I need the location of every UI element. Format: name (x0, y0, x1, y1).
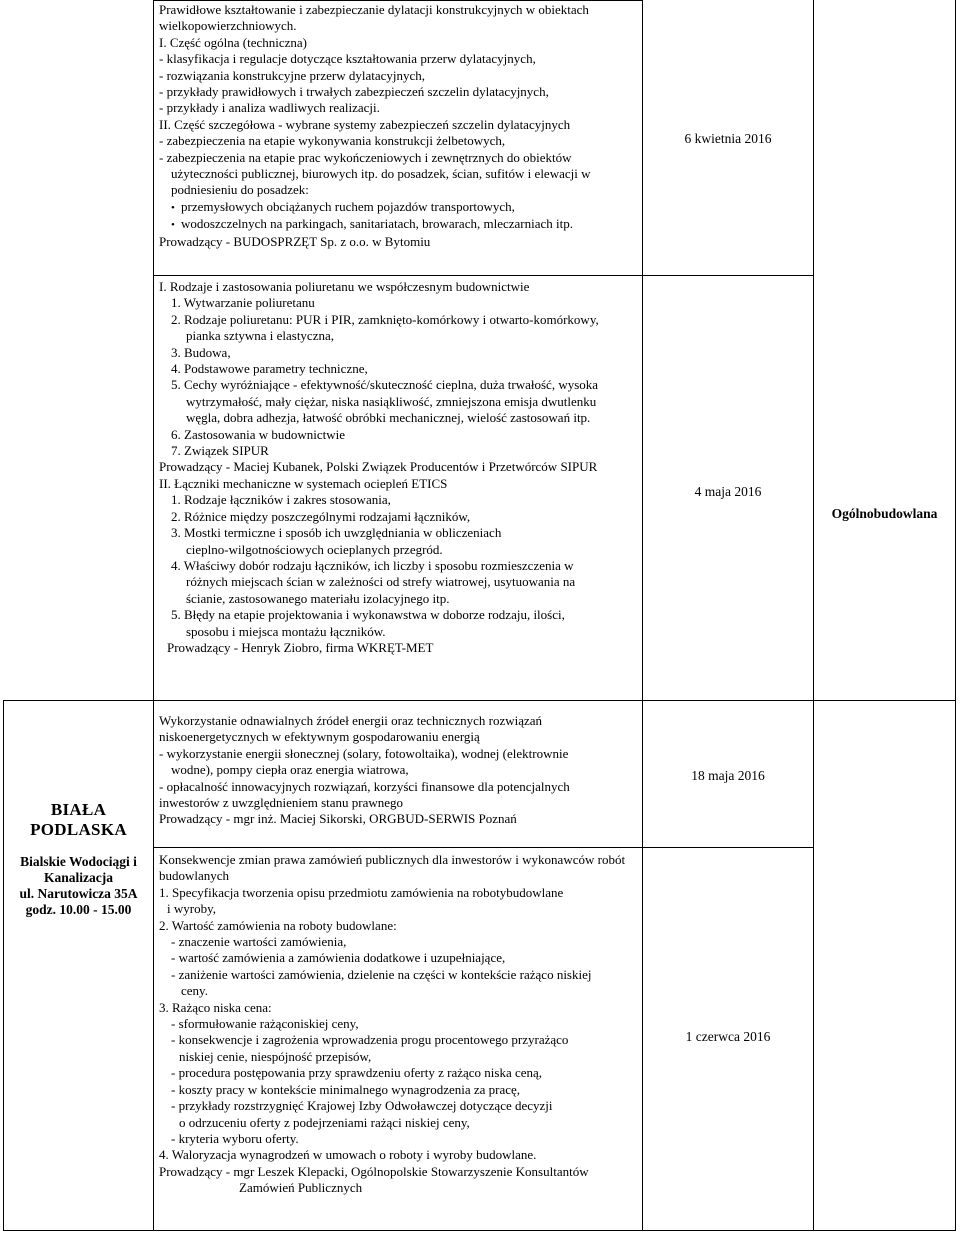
grid-line-right (955, 0, 956, 1230)
grid-line-col3 (813, 0, 814, 1230)
text-line: węgla, dobra adhezja, łatwość obróbki mechanicznej, wielość zastosowań itp. (186, 410, 591, 426)
grid-line-top (153, 0, 643, 1)
text-line: Zamówień Publicznych (239, 1180, 363, 1196)
text-line: niskiej cenie, niespójność przepisów, (179, 1048, 372, 1064)
session-description-1 (159, 2, 591, 250)
venue-hours: godz. 10.00 - 15.00 (25, 902, 132, 917)
text-line: - opłacalność innowacyjnych rozwiązań, korzyści finansowe dla potencjalnych (159, 778, 570, 794)
text-line: - zabezpieczenia na etapie wykonywania konstrukcji żelbetowych, (159, 133, 506, 149)
text-line: 2. Wartość zamówienia na roboty budowlane: (159, 917, 397, 933)
text-line: Prawidłowe kształtowanie i zabezpieczanie dylatacji konstrukcyjnych w obiektach (159, 2, 589, 17)
text-line: - konsekwencje i zagrożenia wprowadzenia progu procentowego przyrażąco (171, 1032, 569, 1048)
text-line: - zaniżenie wartości zamówienia, dzielenie na części w kontekście rażąco niskiej (171, 966, 592, 982)
text-line: - wartość zamówienia a zamówienia dodatkowe i uzupełniające, (171, 950, 506, 966)
text-line: 2. Różnice między poszczególnymi rodzajami łączników, (171, 508, 471, 524)
text-line: 6. Zastosowania w budownictwie (171, 426, 346, 442)
text-line: Prowadzący - BUDOSPRZĘT Sp. z o.o. w Bytomiu (159, 233, 431, 249)
text-line: wodne), pompy ciepła oraz energia wiatrowa, (171, 762, 409, 778)
text-line: cieplno-wilgotnościowych ocieplanych przegród. (186, 541, 443, 557)
text-line: wielkopowierzchniowych. (159, 18, 297, 34)
text-line: I. Część ogólna (techniczna) (159, 34, 307, 50)
text-line: - koszty pracy w kontekście minimalnego wynagrodzenia za pracę, (171, 1081, 521, 1097)
text-line: 3. Budowa, (171, 344, 231, 360)
text-line: 5. Błędy na etapie projektowania i wykonawstwa w doborze rodzaju, ilości, (171, 607, 565, 623)
text-line: ceny. (181, 983, 208, 999)
text-line: - kryteria wyboru oferty. (171, 1130, 299, 1146)
text-line: - sformułowanie rażąconiskiej ceny, (171, 1016, 359, 1032)
text-line: 1. Rodzaje łączników i zakres stosowania, (171, 492, 391, 508)
text-line: Prowadzący - Maciej Kubanek, Polski Związek Producentów i Przetwórców SIPUR (159, 459, 598, 475)
session-date-2: 4 maja 2016 (694, 484, 762, 499)
grid-line-bottom (3, 1230, 956, 1231)
location-block (4, 800, 153, 918)
session-description-4 (159, 852, 625, 1197)
text-line: i wyroby, (167, 901, 216, 917)
text-line: ścianie, zastosowanego materiału izolacyjnego itp. (186, 590, 450, 606)
category-label: Ogólnobudowlana (831, 506, 938, 521)
text-line: - przykłady i analiza wadliwych realizacji. (159, 100, 380, 116)
text-line: - przykłady rozstrzygnięć Krajowej Izby Odwoławczej dotyczące decyzji (171, 1098, 553, 1114)
grid-line-row2 (3, 700, 956, 701)
bullet-item: • przemysłowych obciążanych ruchem pojazdów transportowych, (159, 199, 591, 216)
city-name: BIAŁA PODLASKA (30, 800, 127, 839)
text-line: - procedura postępowania przy sprawdzeniu oferty z rażąco niska ceną, (171, 1065, 543, 1081)
text-line: Prowadzący - mgr Leszek Klepacki, Ogólnopolskie Stowarzyszenie Konsultantów (159, 1163, 589, 1179)
text-line: 4. Podstawowe parametry techniczne, (171, 361, 368, 377)
text-line: niskoenergetycznych w efektywnym gospodarowaniu energią (159, 729, 480, 745)
text-line: - wykorzystanie energii słonecznej (solary, fotowoltaika), wodnej (elektrownie (159, 745, 569, 761)
session-date-4: 1 czerwca 2016 (685, 1029, 771, 1044)
text-line: wytrzymałość, mały ciężar, niska nasiąkliwość, zmniejszona emisja dwutlenku (186, 393, 597, 409)
session-date-1: 6 kwietnia 2016 (684, 131, 772, 146)
text-line: 3. Mostki termiczne i sposób ich uwzględniania w obliczeniach (171, 525, 502, 541)
grid-line-col1 (153, 0, 154, 1230)
session-description-3 (159, 713, 570, 828)
session-date-3: 18 maja 2016 (691, 768, 765, 783)
text-line: Prowadzący - mgr inż. Maciej Sikorski, ORGBUD-SERWIS Poznań (159, 811, 517, 827)
venue-name-cont: Kanalizacja (44, 870, 113, 885)
venue-address: ul. Narutowicza 35A (19, 886, 138, 901)
text-line: II. Część szczegółowa - wybrane systemy zabezpieczeń szczelin dylatacyjnych (159, 116, 571, 132)
text-line: sposobu i miejsca montażu łączników. (186, 623, 386, 639)
text-line: 2. Rodzaje poliuretanu: PUR i PIR, zamknięto-komórkowy i otwarto-komórkowy, (171, 311, 599, 327)
bullet-item: • wodoszczelnych na parkingach, sanitariatach, browarach, mleczarniach itp. (159, 216, 591, 233)
text-line: II. Łączniki mechaniczne w systemach ociepleń ETICS (159, 475, 448, 491)
text-line: Wykorzystanie odnawialnych źródeł energii oraz technicznych rozwiązań (159, 713, 543, 728)
session-description-2 (159, 279, 599, 656)
grid-line-row1 (153, 275, 813, 276)
text-line: 4. Waloryzacja wynagrodzeń w umowach o roboty i wyroby budowlane. (159, 1147, 537, 1163)
text-line: 5. Cechy wyróżniające - efektywność/skuteczność cieplna, duża trwałość, wysoka (171, 377, 599, 393)
text-line: 7. Związek SIPUR (171, 443, 269, 459)
grid-line-left (3, 700, 4, 1230)
text-line: o odrzuceniu oferty z podejrzeniami rażąci niskiej ceny, (179, 1114, 470, 1130)
text-line: I. Rodzaje i zastosowania poliuretanu we współczesnym budownictwie (159, 279, 530, 294)
text-line: użyteczności publicznej, biurowych itp. do posadzek, ścian, sufitów i elewacji w (171, 166, 591, 182)
text-line: podniesieniu do posadzek: (171, 182, 309, 198)
venue-name: Bialskie Wodociągi i (20, 854, 137, 869)
text-line: - zabezpieczenia na etapie prac wykończeniowych i zewnętrznych do obiektów (159, 149, 572, 165)
text-line: - klasyfikacja i regulacje dotyczące kształtowania przerw dylatacyjnych, (159, 51, 536, 67)
text-line: 3. Rażąco niska cena: (159, 999, 272, 1015)
text-line: - przykłady prawidłowych i trwałych zabezpieczeń szczelin dylatacyjnych, (159, 84, 549, 100)
text-line: pianka sztywna i elastyczna, (186, 328, 334, 344)
text-line: 1. Specyfikacja tworzenia opisu przedmiotu zamówienia na robotybudowlane (159, 884, 564, 900)
text-line: 1. Wytwarzanie poliuretanu (171, 295, 315, 311)
text-line: Konsekwencje zmian prawa zamówień publicznych dla inwestorów i wykonawców robót (159, 852, 626, 867)
text-line: - znaczenie wartości zamówienia, (171, 934, 347, 950)
text-line: różnych miejscach ścian w zależności od strefy wiatrowej, usytuowania na (186, 574, 576, 590)
text-line: - rozwiązania konstrukcyjne przerw dylatacyjnych, (159, 67, 426, 83)
text-line: budowlanych (159, 868, 230, 884)
grid-line-row3 (153, 847, 813, 848)
text-line: 4. Właściwy dobór rodzaju łączników, ich liczby i sposobu rozmieszczenia w (171, 557, 574, 573)
text-line: inwestorów z uwzględnieniem stanu prawnego (159, 795, 404, 811)
text-line: Prowadzący - Henryk Ziobro, firma WKRĘT-MET (167, 639, 434, 655)
grid-line-col2 (642, 0, 643, 1230)
